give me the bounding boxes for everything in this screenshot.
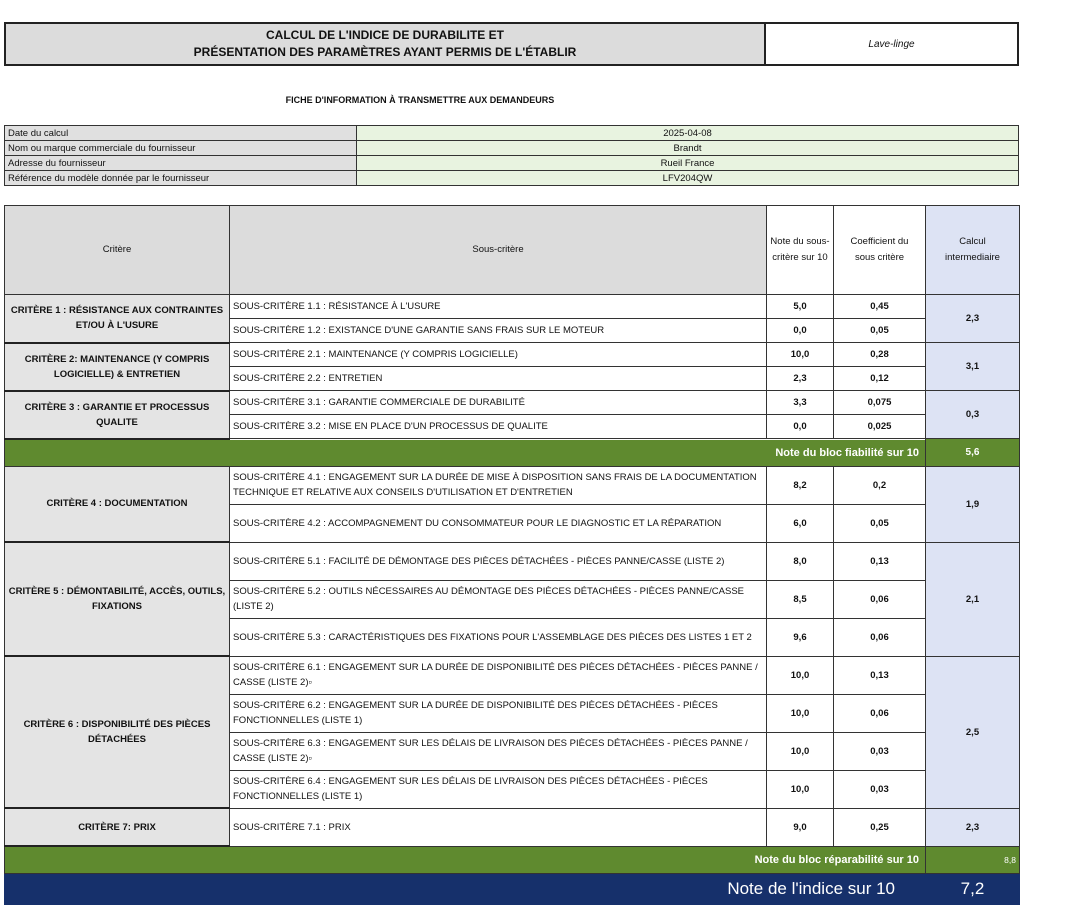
subcriterion-label: SOUS-CRITÈRE 1.2 : EXISTANCE D'UNE GARANTIE SANS FRAIS SUR LE MOTEUR	[230, 319, 767, 343]
subcriterion-note: 10,0	[767, 732, 834, 770]
subcriterion-note: 0,0	[767, 415, 834, 439]
subcriterion-label: SOUS-CRITÈRE 6.2 : ENGAGEMENT SUR LA DURÉE DE DISPONIBILITÉ DES PIÈCES DÉTACHÉES - PIÈCES FONCTIONNELLES (LISTE 1)	[230, 694, 767, 732]
subcriterion-label: SOUS-CRITÈRE 5.3 : CARACTÉRISTIQUES DES FIXATIONS POUR L'ASSEMBLAGE DES PIÈCES DES LISTES 1 ET 2	[230, 618, 767, 656]
subcriterion-label: SOUS-CRITÈRE 7.1 : PRIX	[230, 808, 767, 846]
table-row	[5, 808, 1020, 846]
subcriterion-coef: 0,05	[834, 504, 926, 542]
header-note	[767, 206, 834, 295]
header-calc-l2: intermediaire	[945, 252, 1000, 263]
info-value: Brandt	[357, 141, 1019, 156]
criterion-7-label: CRITÈRE 7: PRIX	[5, 808, 230, 846]
reparabilite-score-label: Note du bloc réparabilité sur 10	[5, 846, 926, 874]
report-title-line1: CALCUL DE L'INDICE DE DURABILITE ET	[266, 28, 504, 42]
criterion-4-label: CRITÈRE 4 : DOCUMENTATION	[5, 466, 230, 542]
header-calc	[926, 206, 1020, 295]
fiabilite-score-value: 5,6	[926, 439, 1020, 467]
subcriterion-label: SOUS-CRITÈRE 2.1 : MAINTENANCE (Y COMPRIS LOGICIELLE)	[230, 343, 767, 367]
header-coef-l2: sous critère	[854, 252, 905, 263]
product-type: Lave-linge	[766, 22, 1019, 66]
table-row	[5, 466, 1020, 504]
criterion-3-calc: 0,3	[926, 391, 1020, 439]
subcriterion-label: SOUS-CRITÈRE 6.3 : ENGAGEMENT SUR LES DÉLAIS DE LIVRAISON DES PIÈCES DÉTACHÉES - PIÈCES PANNE / CASSE (LISTE 2)▫	[230, 732, 767, 770]
criterion-4-calc: 1,9	[926, 466, 1020, 542]
subcriterion-coef: 0,12	[834, 367, 926, 391]
header-critere: Critère	[5, 206, 230, 295]
header-note-l1: Note du sous-	[770, 236, 830, 247]
subcriterion-coef: 0,06	[834, 694, 926, 732]
table-header-row	[5, 206, 1020, 295]
subcriterion-note: 0,0	[767, 319, 834, 343]
subcriterion-label: SOUS-CRITÈRE 1.1 : RÉSISTANCE À L'USURE	[230, 295, 767, 319]
subcriterion-coef: 0,06	[834, 580, 926, 618]
criterion-2-label: CRITÈRE 2: MAINTENANCE (Y COMPRIS LOGICIELLE) & ENTRETIEN	[5, 343, 230, 391]
indice-score-row	[5, 874, 1020, 905]
info-row	[5, 141, 1019, 156]
header-note-l2: critère sur 10	[772, 252, 828, 263]
info-label: Adresse du fournisseur	[5, 156, 357, 171]
report-title-line2: PRÉSENTATION DES PARAMÈTRES AYANT PERMIS DE L'ÉTABLIR	[193, 45, 577, 59]
subcriterion-label: SOUS-CRITÈRE 2.2 : ENTRETIEN	[230, 367, 767, 391]
info-value: LFV204QW	[357, 171, 1019, 186]
info-label: Date du calcul	[5, 126, 357, 141]
info-label: Référence du modèle donnée par le fournisseur	[5, 171, 357, 186]
reparabilite-score-value: 8,8	[926, 846, 1020, 874]
subcriterion-coef: 0,28	[834, 343, 926, 367]
table-row	[5, 391, 1020, 415]
subcriterion-coef: 0,25	[834, 808, 926, 846]
subcriterion-label: SOUS-CRITÈRE 3.1 : GARANTIE COMMERCIALE DE DURABILITÉ	[230, 391, 767, 415]
criterion-7-calc: 2,3	[926, 808, 1020, 846]
criterion-6-calc: 2,5	[926, 656, 1020, 808]
indice-score-value: 7,2	[926, 874, 1020, 905]
criterion-5-label: CRITÈRE 5 : DÉMONTABILITÉ, ACCÈS, OUTILS, FIXATIONS	[5, 542, 230, 656]
criterion-6-label: CRITÈRE 6 : DISPONIBILITÉ DES PIÈCES DÉTACHÉES	[5, 656, 230, 808]
subcriterion-coef: 0,075	[834, 391, 926, 415]
report-title	[4, 22, 766, 66]
subcriterion-label: SOUS-CRITÈRE 5.2 : OUTILS NÉCESSAIRES AU DÉMONTAGE DES PIÈCES DÉTACHÉES - PIÈCES PANNE/CASSE (LISTE 2)	[230, 580, 767, 618]
criterion-1-label: CRITÈRE 1 : RÉSISTANCE AUX CONTRAINTES ET/OU À L'USURE	[5, 295, 230, 343]
supplier-info-table	[4, 125, 1019, 186]
subcriterion-note: 9,6	[767, 618, 834, 656]
subcriterion-note: 6,0	[767, 504, 834, 542]
subcriterion-coef: 0,2	[834, 466, 926, 504]
subcriterion-coef: 0,03	[834, 732, 926, 770]
subcriterion-coef: 0,025	[834, 415, 926, 439]
criterion-3-label: CRITÈRE 3 : GARANTIE ET PROCESSUS QUALITE	[5, 391, 230, 439]
subcriterion-coef: 0,13	[834, 542, 926, 580]
criterion-5-calc: 2,1	[926, 542, 1020, 656]
subcriterion-note: 3,3	[767, 391, 834, 415]
subcriterion-coef: 0,45	[834, 295, 926, 319]
header-calc-l1: Calcul	[959, 236, 986, 247]
header-sous-critere: Sous-critère	[230, 206, 767, 295]
durability-table	[4, 205, 1020, 905]
subcriterion-note: 8,5	[767, 580, 834, 618]
subcriterion-label: SOUS-CRITÈRE 6.1 : ENGAGEMENT SUR LA DURÉE DE DISPONIBILITÉ DES PIÈCES DÉTACHÉES - PIÈCES PANNE / CASSE (LISTE 2)▫	[230, 656, 767, 694]
info-row	[5, 126, 1019, 141]
table-row	[5, 656, 1020, 694]
subcriterion-note: 5,0	[767, 295, 834, 319]
subcriterion-note: 9,0	[767, 808, 834, 846]
info-label: Nom ou marque commerciale du fournisseur	[5, 141, 357, 156]
subcriterion-note: 2,3	[767, 367, 834, 391]
table-row	[5, 343, 1020, 367]
subcriterion-coef: 0,13	[834, 656, 926, 694]
subcriterion-note: 10,0	[767, 770, 834, 808]
subcriterion-coef: 0,05	[834, 319, 926, 343]
subcriterion-coef: 0,06	[834, 618, 926, 656]
fiabilite-score-row	[5, 439, 1020, 467]
fiche-title: FICHE D'INFORMATION À TRANSMETTRE AUX DEMANDEURS	[285, 95, 555, 105]
fiabilite-score-label: Note du bloc fiabilité sur 10	[5, 439, 926, 467]
reparabilite-score-row	[5, 846, 1020, 874]
subcriterion-label: SOUS-CRITÈRE 5.1 : FACILITÉ DE DÉMONTAGE DES PIÈCES DÉTACHÉES - PIÈCES PANNE/CASSE (LISTE 2)	[230, 542, 767, 580]
info-row	[5, 171, 1019, 186]
subcriterion-note: 10,0	[767, 694, 834, 732]
subcriterion-note: 10,0	[767, 343, 834, 367]
subcriterion-coef: 0,03	[834, 770, 926, 808]
table-row	[5, 295, 1020, 319]
subcriterion-label: SOUS-CRITÈRE 4.1 : ENGAGEMENT SUR LA DURÉE DE MISE À DISPOSITION SANS FRAIS DE LA DOCUMENTATION TECHNIQUE ET RELATIVE AUX CONSEILS D'UTILISATION ET D'ENTRETIEN	[230, 466, 767, 504]
header-coef-l1: Coefficient du	[850, 236, 909, 247]
info-row	[5, 156, 1019, 171]
info-value: 2025-04-08	[357, 126, 1019, 141]
criterion-1-calc: 2,3	[926, 295, 1020, 343]
subcriterion-label: SOUS-CRITÈRE 6.4 : ENGAGEMENT SUR LES DÉLAIS DE LIVRAISON DES PIÈCES DÉTACHÉES - PIÈCES FONCTIONNELLES (LISTE 1)	[230, 770, 767, 808]
subcriterion-label: SOUS-CRITÈRE 4.2 : ACCOMPAGNEMENT DU CONSOMMATEUR POUR LE DIAGNOSTIC ET LA RÉPARATION	[230, 504, 767, 542]
info-value: Rueil France	[357, 156, 1019, 171]
table-row	[5, 542, 1020, 580]
subcriterion-note: 8,0	[767, 542, 834, 580]
subcriterion-label: SOUS-CRITÈRE 3.2 : MISE EN PLACE D'UN PROCESSUS DE QUALITE	[230, 415, 767, 439]
subcriterion-note: 8,2	[767, 466, 834, 504]
subcriterion-note: 10,0	[767, 656, 834, 694]
indice-score-label: Note de l'indice sur 10	[5, 874, 926, 905]
header-coef	[834, 206, 926, 295]
criterion-2-calc: 3,1	[926, 343, 1020, 391]
